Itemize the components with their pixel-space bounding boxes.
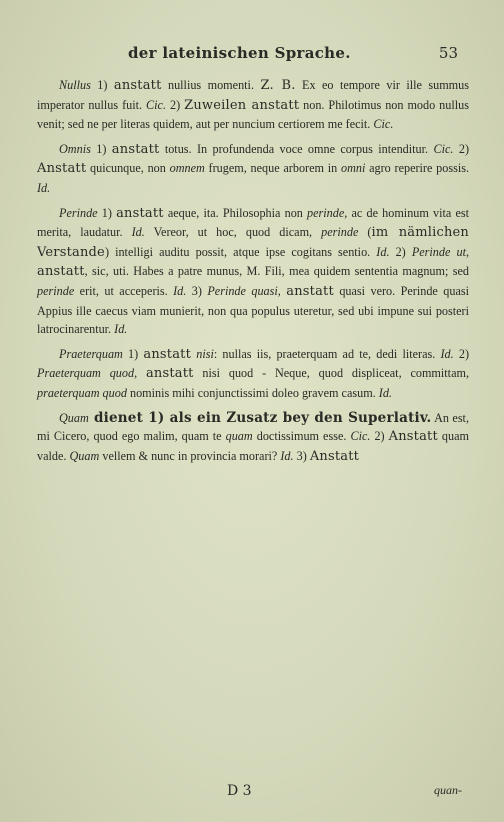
text-span: Id. [37, 180, 51, 195]
text-span: Quam [69, 448, 100, 463]
text-span: , [277, 283, 287, 298]
paragraph [37, 76, 469, 134]
text-span: anstatt [111, 141, 160, 157]
text-span: nisi [196, 346, 214, 361]
text-span: 1) [122, 346, 144, 361]
text-span: omnem [169, 161, 205, 176]
signature-mark: D 3 [227, 783, 252, 799]
text-span: , [465, 244, 469, 259]
text-span: 3) [293, 448, 310, 463]
text-span: Id. [440, 346, 454, 361]
text-span: Id. [378, 385, 392, 400]
text-span: 1) [90, 78, 114, 92]
text-span: 2) [370, 429, 389, 444]
text-span: Praeterquam [59, 346, 123, 361]
text-span: : nullas iis, praeterquam ad te, dedi literas. [213, 346, 441, 361]
page-footer [0, 783, 504, 803]
catchword: quan- [434, 783, 462, 797]
text-span: Cic. [146, 97, 167, 112]
text-span: Id. [376, 244, 390, 259]
text-span: Anstatt [309, 448, 360, 464]
text-span: Id. [280, 448, 294, 463]
body-text [37, 76, 469, 466]
text-span: Anstatt [388, 429, 438, 445]
text-span: anstatt [145, 366, 194, 382]
text-span: perinde [321, 225, 359, 240]
text-span: perinde [307, 205, 345, 220]
text-span: praeterquam quod [37, 385, 127, 400]
text-span: , ac de hominum vita est merita, laudatur. [37, 205, 469, 240]
text-span: quasi vero. Perinde quasi Appius ille caecus viam munierit, non qua populus uteretur, sed ubi impune sui posteri latrocinarentur. [37, 283, 470, 337]
paragraph [37, 409, 469, 467]
page-header [40, 44, 468, 66]
text-span: 2) [389, 244, 412, 259]
text-span: doctissimum esse. [252, 429, 351, 444]
text-span: non. Philotimus non modo nullus venit; sed ne per literas quidem, aut per nuncium certiorem me fecit. [37, 97, 469, 132]
running-head: der lateinischen Sprache. [128, 44, 351, 62]
text-span: Vereor, ut hoc, quod dicam, [144, 225, 322, 240]
text-span: Ex eo tempore vir ille summus imperator nullus fuit. [37, 78, 469, 112]
text-span: anstatt [37, 264, 85, 280]
text-span: nisi quod - Neque, quod displiceat, committam, [193, 366, 470, 381]
text-span: 2) [453, 141, 470, 156]
text-span: ) intelligi auditu possit, atque ipse cogitans sentio. [104, 244, 377, 259]
paragraph [37, 204, 469, 339]
text-span: , [134, 366, 146, 381]
text-span: Anstatt [37, 161, 87, 177]
text-span: Cic. [373, 117, 394, 132]
text-span: 3) [186, 283, 208, 298]
text-span: quicunque, non [86, 161, 170, 176]
text-span: Perinde ut [411, 244, 466, 259]
text-span: ( [358, 225, 372, 240]
text-span: Id. [173, 283, 187, 298]
text-span: erit, ut acceperis. [74, 283, 174, 298]
text-span: quam valde. [37, 429, 469, 463]
text-span: dienet 1) als ein Zusatz bey den Superlativ. [88, 409, 432, 426]
text-span: anstatt [116, 205, 164, 221]
text-span: Nullus [59, 78, 91, 92]
text-span: perinde [37, 283, 75, 298]
text-span: im nämlichen Verstande [37, 225, 469, 260]
text-span: 2) [166, 97, 185, 112]
text-span: Quam [59, 410, 89, 425]
text-span: , sic, uti. Habes a patre munus, M. Fili, mea quidem sententia magnum; sed [84, 264, 469, 279]
text-span: anstatt [113, 78, 162, 93]
text-span: Omnis [59, 141, 91, 156]
text-span: aeque, ita. Philosophia non [163, 205, 308, 220]
text-span: Praeterquam quod [37, 366, 135, 381]
text-span: omni [340, 161, 366, 176]
text-span: quam [225, 429, 253, 444]
text-span: totus. In profundenda voce omne corpus intenditur. [159, 141, 434, 156]
text-span: frugem, neque arborem in [204, 161, 341, 176]
text-span: 2) [453, 346, 470, 361]
text-span: Cic. [350, 429, 371, 444]
page-number: 53 [438, 44, 458, 62]
text-span: agro reperire possis. [365, 161, 469, 176]
text-span: Perinde quasi [207, 283, 278, 298]
text-span: An est, mi Cicero, quod ego malim, quam te [37, 410, 469, 444]
paragraph [37, 345, 469, 403]
text-span: Z. B. [260, 78, 296, 93]
text-span: Id. [131, 225, 145, 240]
text-span: vellem & nunc in provincia morari? [99, 448, 281, 463]
text-span: Zuweilen anstatt [184, 97, 300, 113]
paragraph [37, 140, 469, 198]
text-span: 1) [97, 205, 117, 220]
text-span: anstatt [286, 283, 334, 299]
text-span: nullius momenti. [161, 78, 261, 92]
text-span: 1) [90, 141, 112, 156]
text-span: Cic. [433, 141, 454, 156]
text-span: Perinde [59, 205, 98, 220]
text-span: nominis mihi conjunctissimi doleo gravem casum. [126, 385, 379, 400]
text-span: anstatt [143, 346, 192, 362]
text-span: Id. [114, 322, 128, 337]
